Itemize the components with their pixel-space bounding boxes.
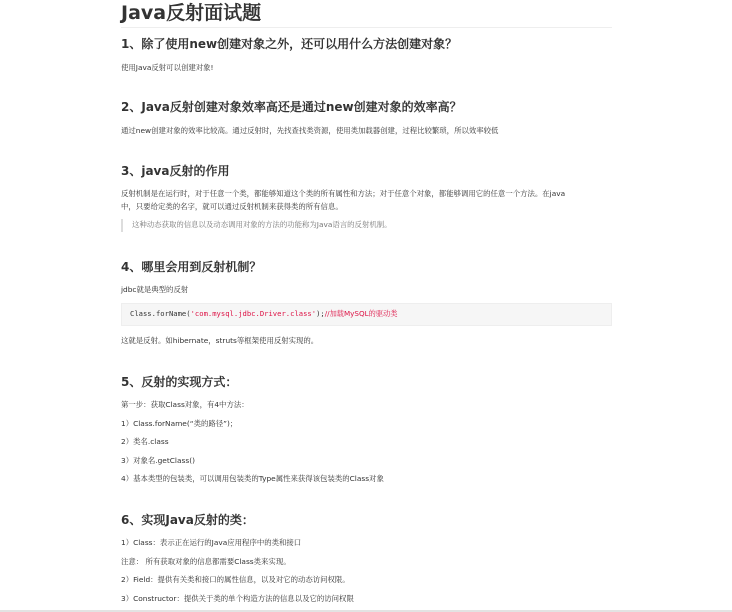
section-text-3b: 中，只要给定类的名字，就可以通过反射机制来获得类的所有信息。 [121,202,343,211]
list-item: 1）Class.forName(“类的路径”)； [121,419,238,428]
section-heading-6: 6、实现Java反射的类： [121,513,254,527]
list-item: 1）Class：表示正在运行的Java应用程序中的类和接口 [121,538,302,547]
list-item: 3）Constructor：提供关于类的单个构造方法的信息以及它的访问权限 [121,594,354,603]
section-heading-4: 4、哪里会用到反射机制？ [121,260,262,274]
list-item: 注意： 所有获取对象的信息都需要Class类来实现。 [121,557,291,566]
page-title: Java反射面试题 [121,0,612,28]
list-item: 2）Field：提供有关类和接口的属性信息，以及对它的动态访问权限。 [121,575,350,584]
code-comment: //加载MySQL的驱动类 [324,309,398,318]
list-item: 3）对象名.getClass() [121,456,195,465]
section-heading-5: 5、反射的实现方式： [121,375,238,389]
section-heading-1: 1、除了使用new创建对象之外，还可以用什么方法创建对象？ [121,37,458,51]
list-item: 2）类名.class [121,437,169,446]
section-text-1: 使用Java反射可以创建对象! [121,63,214,72]
section-text-3a: 反射机制是在运行时，对于任意一个类，都能够知道这个类的所有属性和方法；对于任意个对象，都能够调用它的任意一个方法。在java [121,189,566,198]
list-item: 4）基本类型的包装类，可以调用包装类的Type属性来获得该包装类的Class对象 [121,474,384,483]
section-heading-2: 2、Java反射创建对象效率高还是通过new创建对象的效率高？ [121,100,462,114]
section-heading-3: 3、java反射的作用 [121,164,230,178]
section-text-2: 通过new创建对象的效率比较高。通过反射时，先找查找类资源，使用类加载器创建，过程比较繁琐，所以效率较低 [121,126,499,135]
list-item: 第一步：获取Class对象，有4中方法： [121,400,249,409]
section-text-4-after: 这就是反射。如hibernate，struts等框架使用反射实现的。 [121,336,319,345]
blockquote: 这种动态获取的信息以及动态调用对象的方法的功能称为Java语言的反射机制。 [121,219,392,232]
code-string: 'com.mysql.jdbc.Driver.class' [190,309,317,318]
code-block [121,303,612,326]
section-text-4: jdbc就是典型的反射 [121,285,189,294]
code-call: Class.forName( [130,309,191,318]
code-close: ); [316,309,325,318]
